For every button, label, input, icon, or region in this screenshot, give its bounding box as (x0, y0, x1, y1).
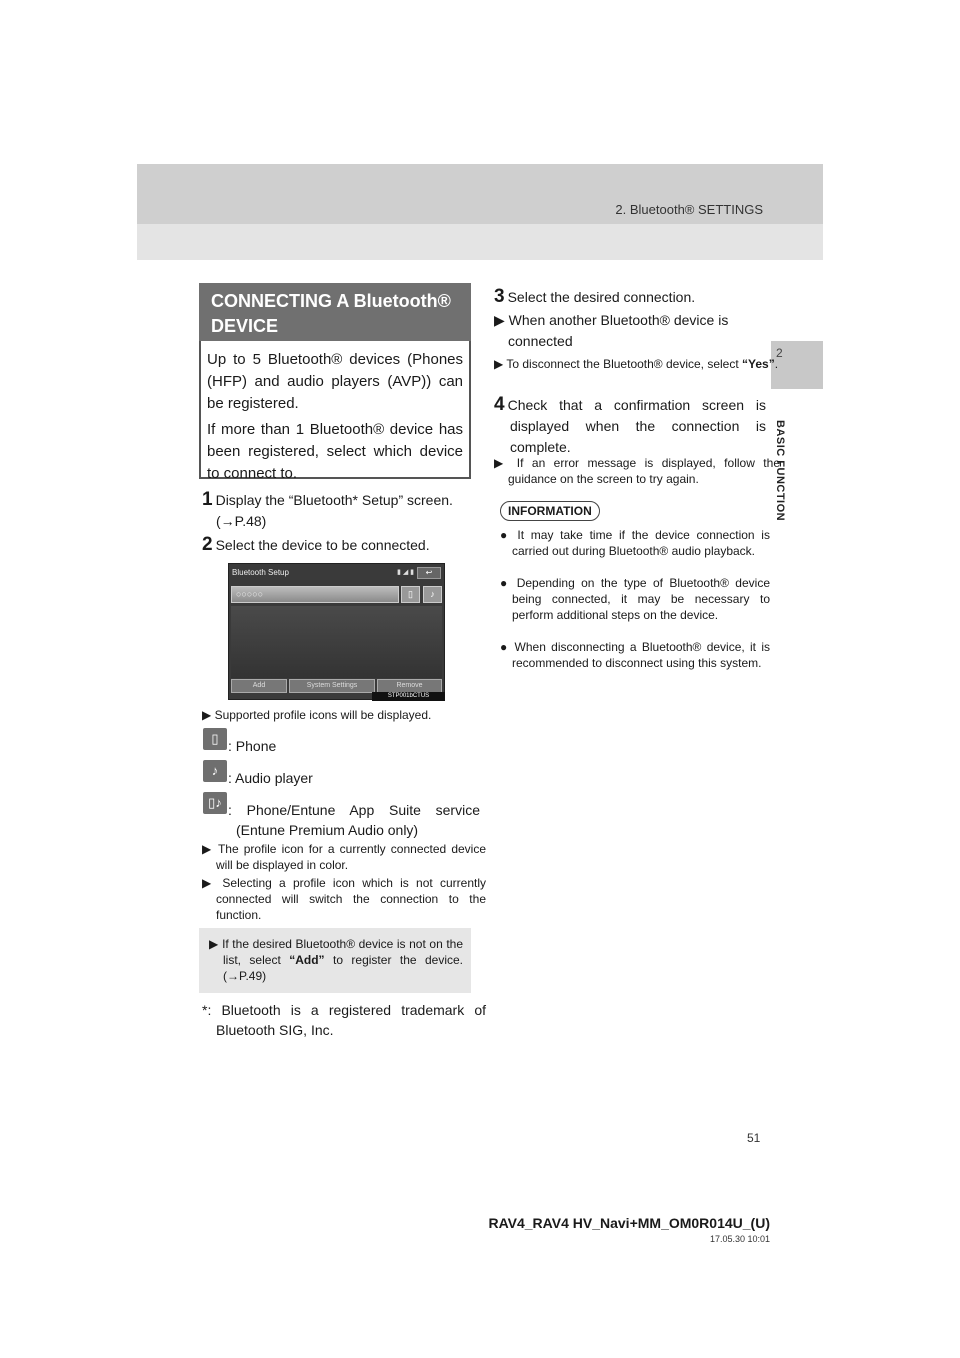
status-icons: ▮ ◢ ▮ (397, 569, 414, 576)
switch-note-text: Selecting a profile icon which is not currently connected will switch the connection to the function. (216, 876, 487, 922)
document-timestamp: 17.05.30 10:01 (709, 1234, 770, 1244)
intro-box (199, 341, 471, 482)
note-pre: If the desired Bluetooth® device is not on the list, select (222, 937, 464, 967)
system-settings-button[interactable]: System Settings (289, 679, 375, 693)
step-number: 2 (202, 534, 213, 555)
bluetooth-setup-screen (228, 563, 445, 700)
note-add: “Add” (289, 953, 325, 967)
chapter-number: 2 (776, 346, 783, 360)
another-device-text: When another Bluetooth® device is connected (508, 312, 729, 349)
info-item: ● It may take time if the device connection is carried out during Bluetooth® audio playback. (500, 528, 770, 558)
color-note: ▶ The profile icon for a currently connected device will be displayed in color. (202, 842, 486, 872)
info-item: ● Depending on the type of Bluetooth® device being connected, it may be necessary to perform additional steps on the device. (500, 576, 770, 622)
audio-profile-label: : Audio player (228, 770, 313, 786)
phone-profile-label: : Phone (228, 738, 277, 754)
note-text: ▶ If the desired Bluetooth® device is not on the list, select “Add” to register the device. (→P.49) (209, 937, 464, 983)
step-text: Check that a confirmation screen is displayed when the connection is complete. (507, 397, 766, 455)
audio-profile-icon: ♪ (203, 760, 227, 782)
step-2 (202, 534, 472, 556)
disconnect-post: . (774, 357, 779, 371)
another-device-heading: ▶ When another Bluetooth® device is connected (494, 312, 729, 349)
profile-bullet-text: Supported profile icons will be displayed. (214, 708, 432, 722)
footnote: *: Bluetooth is a registered trademark of Bluetooth SIG, Inc. (202, 1002, 486, 1038)
remove-button[interactable]: Remove (377, 679, 442, 693)
intro-paragraph-2: If more than 1 Bluetooth® device has been registered, select which device to connect to. (207, 421, 463, 482)
device-list-item[interactable]: ○○○○○ (231, 586, 399, 603)
phone-audio-profile-icon: ▯♪ (203, 792, 227, 814)
step-number: 4 (494, 394, 505, 415)
step-3 (494, 286, 766, 308)
note-post: to register the device. (→P.49) (223, 953, 464, 983)
figure-code: STP001bCTUS (372, 692, 445, 701)
intro-paragraph-1: Up to 5 Bluetooth® devices (Phones (HFP) and audio players (AVP)) can be registered. (207, 351, 463, 412)
step-text: Select the desired connection. (507, 289, 696, 305)
running-header: 2. Bluetooth® SETTINGS (615, 202, 763, 217)
chapter-label-text: BASIC FUNCTION (774, 420, 786, 522)
page-number: 51 (747, 1131, 761, 1145)
error-note: ▶ If an error message is displayed, follow the guidance on the screen to try again. (494, 456, 780, 486)
info-item-text: Depending on the type of Bluetooth® device being connected, it may be necessary to perform additional steps on the device. (512, 576, 770, 622)
step-4 (494, 394, 766, 458)
yes-label: “Yes” (742, 357, 775, 371)
phone-audio-profile-label: : Phone/Entune App Suite service (Entune Premium Audio only) (228, 802, 480, 838)
switch-note: ▶ Selecting a profile icon which is not currently connected will switch the connection to the function. (202, 876, 487, 922)
step-text: Display the “Bluetooth* Setup” screen. (215, 492, 453, 508)
phone-profile-icon: ▯ (203, 728, 227, 750)
info-item-text: When disconnecting a Bluetooth® device, it is recommended to disconnect using this system. (512, 640, 770, 670)
section-title-line2: DEVICE (211, 316, 279, 336)
music-note-icon[interactable]: ♪ (423, 586, 442, 603)
add-device-note (199, 928, 471, 993)
information-label: INFORMATION (500, 501, 600, 521)
error-note-text: If an error message is displayed, follow the guidance on the screen to try again. (508, 456, 780, 486)
disconnect-pre: To disconnect the Bluetooth® device, select (506, 357, 743, 371)
info-item: ● When disconnecting a Bluetooth® device, it is recommended to disconnect using this system. (500, 640, 770, 670)
section-title-line1: CONNECTING A Bluetooth® (211, 291, 451, 311)
color-note-text: The profile icon for a currently connected device will be displayed in color. (216, 842, 486, 872)
device-list-area (231, 606, 442, 678)
phone-icon[interactable]: ▯ (401, 586, 420, 603)
profile-bullet: ▶ Supported profile icons will be displayed. (202, 708, 432, 722)
back-icon[interactable]: ↩ (417, 567, 441, 579)
step-ref: (→P.48) (216, 513, 267, 529)
screen-title: Bluetooth Setup (232, 568, 289, 577)
info-item-text: It may take time if the device connection is carried out during Bluetooth® audio playback. (512, 528, 770, 558)
step-number: 1 (202, 489, 213, 510)
step-1 (202, 489, 472, 532)
disconnect-note: ▶ To disconnect the Bluetooth® device, select “Yes”. (494, 357, 779, 371)
header-subband (137, 224, 823, 260)
document-id: RAV4_RAV4 HV_Navi+MM_OM0R014U_(U) (488, 1215, 770, 1231)
step-number: 3 (494, 286, 505, 307)
add-button[interactable]: Add (231, 679, 287, 693)
step-text: Select the device to be connected. (215, 537, 430, 553)
section-heading (199, 283, 471, 341)
